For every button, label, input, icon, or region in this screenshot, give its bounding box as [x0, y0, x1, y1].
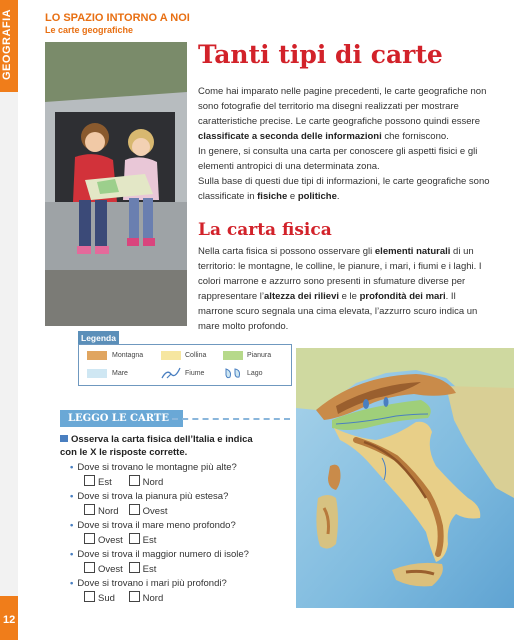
legend-title: Legenda — [78, 331, 119, 345]
option-checkbox[interactable]: Est — [129, 533, 171, 546]
dashed-divider — [172, 418, 290, 420]
swatch-montagna — [87, 351, 107, 360]
option-checkbox[interactable]: Sud — [84, 591, 126, 604]
subject-tab — [0, 0, 18, 92]
swatch-collina — [161, 351, 181, 360]
subject-label: GEOGRAFIA — [1, 8, 13, 80]
option-checkbox[interactable]: Ovest — [84, 562, 126, 575]
legend-label: Collina — [185, 352, 207, 359]
chapter-subtitle: Le carte geografiche — [45, 25, 134, 35]
exercise-heading: LEGGO LE CARTE — [60, 410, 183, 427]
photo-children-reading-map — [45, 42, 187, 326]
option-checkbox[interactable]: Nord — [129, 475, 171, 488]
page-number-box — [0, 596, 18, 640]
question: • Dove si trova il mare meno profondo? — [70, 520, 236, 531]
option-checkbox[interactable]: Nord — [129, 591, 171, 604]
page-title: Tanti tipi di carte — [198, 40, 443, 69]
option-checkbox[interactable]: Ovest — [129, 504, 171, 517]
legend-label: Mare — [112, 370, 128, 377]
speech-bubble-icon — [60, 435, 68, 442]
question-options — [84, 562, 171, 575]
question-options — [84, 475, 171, 488]
exercise-instruction: Osserva la carta fisica dell’Italia e indica con le X le risposte corrette. — [60, 434, 253, 458]
question-options — [84, 504, 171, 517]
question: • Dove si trovano i mari più profondi? — [70, 578, 227, 589]
lake-icon — [223, 367, 243, 379]
sidebar — [0, 0, 18, 640]
intro-paragraph: Come hai imparato nelle pagine precedenti, le carte geografiche non sono fotografie del territorio ma disegni realizzati per mostrare caratteristiche precise. Le carte geografiche possono quindi essere classificate a seconda delle informazioni che forniscono. In genere, si consulta una carta per conoscere gli aspetti fisici e gli elementi antropici di una determinata zona. Sulla base di questi due tipi di informazioni, le carte geografiche sono classificate in fisiche e politiche. — [198, 86, 490, 202]
option-checkbox[interactable]: Ovest — [84, 533, 126, 546]
legend — [78, 344, 292, 386]
legend-label: Fiume — [185, 370, 205, 377]
river-icon — [161, 367, 181, 379]
swatch-pianura — [223, 351, 243, 360]
option-checkbox[interactable]: Nord — [84, 504, 126, 517]
legend-label: Pianura — [247, 352, 272, 359]
physical-map-italy — [296, 348, 514, 608]
option-checkbox[interactable]: Est — [84, 475, 126, 488]
question-options — [84, 533, 171, 546]
chapter-kicker: LO SPAZIO INTORNO A NOI — [45, 12, 190, 24]
page-number: 12 — [3, 614, 16, 626]
legend-label: Lago — [247, 370, 263, 377]
section-heading: La carta fisica — [198, 220, 332, 240]
question: • Dove si trova la pianura più estesa? — [70, 491, 229, 502]
question-options — [84, 591, 171, 604]
option-checkbox[interactable]: Est — [129, 562, 171, 575]
question: • Dove si trova il maggior numero di isole? — [70, 549, 249, 560]
swatch-mare — [87, 369, 107, 378]
question: • Dove si trovano le montagne più alte? — [70, 462, 237, 473]
legend-label: Montagna — [112, 352, 144, 359]
section-paragraph: Nella carta fisica si possono osservare gli elementi naturali di un territorio: le montagne, le colline, le pianure, i mari, i fiumi e i laghi. I colori marrone e azzurro sono presenti in sfumature diverse per rappresentare l’altezza dei rilievi e le profondità dei mari. Il marrone scuro segnala una cima elevata, l’azzurro scuro indica un mare molto profondo. — [198, 246, 482, 332]
